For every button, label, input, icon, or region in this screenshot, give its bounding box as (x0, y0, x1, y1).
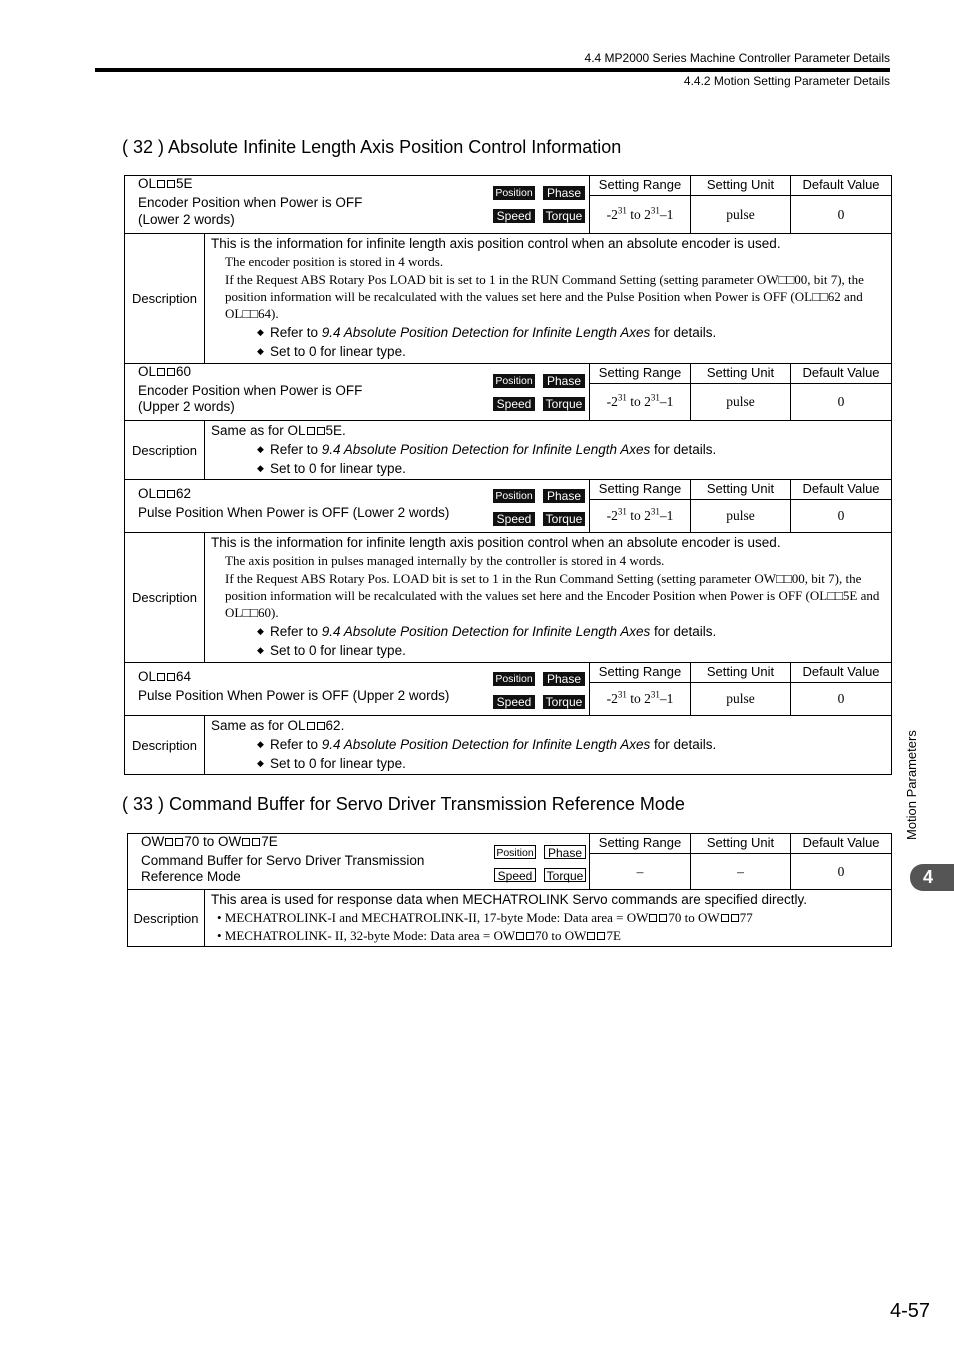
default-value-header: Default Value (791, 834, 892, 854)
description-item: • MECHATROLINK- II, 32-byte Mode: Data area = OW 70 to OW 7E (217, 928, 621, 943)
setting-range-value: $-2^{31}$ to $2^{31}-1$ (590, 500, 691, 533)
setting-range-value: $-2^{31}$ to $2^{31}-1$ (590, 384, 691, 421)
torque-badge: Torque (544, 868, 586, 882)
speed-badge: Speed (493, 397, 535, 411)
description-label: Description (125, 533, 205, 663)
description-text (205, 234, 892, 364)
setting-range-header: Setting Range (590, 364, 691, 384)
description-lead: This is the information for infinite length axis position control when an absolute encoder is used. (211, 236, 781, 251)
description-bullet: ◆ Set to 0 for linear type. (257, 344, 406, 359)
param-row-ol64 (125, 663, 892, 683)
param-name-cell (125, 176, 590, 234)
phase-badge: Phase (543, 672, 585, 686)
setting-range-header: Setting Range (590, 663, 691, 683)
description-bullet: ◆ Refer to 9.4 Absolute Position Detection for Infinite Length Axes for details. (257, 325, 717, 340)
default-value-header: Default Value (791, 364, 892, 384)
description-text (205, 533, 892, 663)
register-number: OL 5E (138, 176, 193, 191)
header-subsection: 4.4.2 Motion Setting Parameter Details (683, 74, 890, 88)
setting-unit-value: pulse (691, 500, 791, 533)
param-row-ol62 (125, 480, 892, 500)
setting-unit-value: – (691, 854, 791, 890)
default-value-header: Default Value (791, 480, 892, 500)
default-value: 0 (791, 196, 892, 234)
phase-badge: Phase (543, 186, 585, 200)
position-badge: Position (494, 845, 536, 859)
header-section: 4.4 MP2000 Series Machine Controller Parameter Details (584, 51, 890, 65)
torque-badge: Torque (543, 209, 585, 223)
description-label: Description (128, 890, 205, 947)
setting-range-value: $-2^{31}$ to $2^{31}-1$ (590, 196, 691, 234)
param-name-cell (125, 480, 590, 533)
description-bullet: ◆ Refer to 9.4 Absolute Position Detection for Infinite Length Axes for details. (257, 442, 717, 457)
register-number: OL 62 (138, 486, 192, 501)
setting-unit-value: pulse (691, 683, 791, 716)
position-badge: Position (493, 489, 535, 503)
torque-badge: Torque (543, 512, 585, 526)
chapter-tab: 4 (910, 864, 954, 891)
description-item: • MECHATROLINK-I and MECHATROLINK-II, 17-byte Mode: Data area = OW 70 to OW 77 (217, 910, 753, 925)
register-number: OW 70 to OW 7E (141, 834, 278, 849)
phase-badge: Phase (543, 489, 585, 503)
description-sentence: If the Request ABS Rotary Pos. LOAD bit is set to 1 in the Run Command Setting (setting parameter OW□□00, bit 7), the position information will be recalculated with the values set here and the Encoder Position when Power is OFF (OL□□5E and OL□□60). (225, 571, 880, 620)
section-33-title: ( 33 ) Command Buffer for Servo Driver Transmission Reference Mode (122, 794, 685, 814)
param-name-cont: (Lower 2 words) (138, 212, 235, 227)
description-label: Description (125, 421, 205, 480)
param-row-ol60 (125, 364, 892, 384)
setting-unit-value: pulse (691, 196, 791, 234)
description-text (205, 890, 892, 947)
position-badge: Position (493, 374, 535, 388)
param-name: Pulse Position When Power is OFF (Lower 2 words) (138, 505, 450, 520)
param-name-cont: Reference Mode (141, 869, 241, 884)
default-value: 0 (791, 854, 892, 890)
description-bullet: ◆ Set to 0 for linear type. (257, 756, 406, 771)
param-name-cell (125, 364, 590, 421)
param-name-cell (125, 663, 590, 716)
setting-range-value: $-2^{31}$ to $2^{31}-1$ (590, 683, 691, 716)
description-bullet: ◆ Set to 0 for linear type. (257, 461, 406, 476)
position-badge: Position (493, 186, 535, 200)
description-sentence: The axis position in pulses managed internally by the controller is stored in 4 words. (225, 553, 665, 568)
parameter-table-32 (124, 175, 892, 775)
speed-badge: Speed (493, 209, 535, 223)
param-name: Pulse Position When Power is OFF (Upper 2 words) (138, 688, 450, 703)
control-mode-badges (493, 672, 588, 712)
speed-badge: Speed (493, 512, 535, 526)
position-badge: Position (493, 672, 535, 686)
param-name: Encoder Position when Power is OFF (138, 195, 363, 210)
setting-unit-header: Setting Unit (691, 364, 791, 384)
description-label: Description (125, 234, 205, 364)
setting-unit-header: Setting Unit (691, 480, 791, 500)
description-bullet: ◆ Set to 0 for linear type. (257, 643, 406, 658)
description-text (205, 421, 892, 480)
default-value-header: Default Value (791, 176, 892, 196)
default-value: 0 (791, 683, 892, 716)
parameter-table-33 (127, 833, 892, 947)
param-name: Encoder Position when Power is OFF (138, 383, 363, 398)
register-number: OL 60 (138, 364, 192, 379)
description-lead: Same as for OL 5E. (211, 423, 346, 438)
control-mode-badges (493, 489, 588, 529)
phase-badge: Phase (543, 374, 585, 388)
description-lead: Same as for OL 62. (211, 718, 345, 733)
control-mode-badges (493, 186, 588, 226)
param-name: Command Buffer for Servo Driver Transmission (141, 853, 425, 868)
default-value: 0 (791, 500, 892, 533)
param-row-ol5e (125, 176, 892, 196)
description-lead: This area is used for response data when MECHATROLINK Servo commands are specified directly. (211, 892, 807, 907)
torque-badge: Torque (543, 695, 585, 709)
description-sentence: The encoder position is stored in 4 words. (225, 254, 444, 269)
setting-unit-value: pulse (691, 384, 791, 421)
speed-badge: Speed (494, 868, 536, 882)
register-number: OL 64 (138, 669, 192, 684)
param-row-ow70 (128, 834, 892, 854)
param-name-cont: (Upper 2 words) (138, 399, 235, 414)
phase-badge: Phase (544, 845, 586, 859)
description-bullet: ◆ Refer to 9.4 Absolute Position Detection for Infinite Length Axes for details. (257, 624, 717, 639)
setting-unit-header: Setting Unit (691, 663, 791, 683)
param-name-cell (128, 834, 590, 890)
control-mode-badges (493, 374, 588, 414)
setting-unit-header: Setting Unit (691, 834, 791, 854)
description-label: Description (125, 716, 205, 775)
control-mode-badges (494, 845, 589, 885)
description-text (205, 716, 892, 775)
speed-badge: Speed (493, 695, 535, 709)
description-bullet: ◆ Refer to 9.4 Absolute Position Detection for Infinite Length Axes for details. (257, 737, 717, 752)
setting-range-header: Setting Range (590, 480, 691, 500)
setting-range-value: – (590, 854, 691, 890)
default-value-header: Default Value (791, 663, 892, 683)
default-value: 0 (791, 384, 892, 421)
setting-range-header: Setting Range (590, 176, 691, 196)
torque-badge: Torque (543, 397, 585, 411)
setting-unit-header: Setting Unit (691, 176, 791, 196)
description-lead: This is the information for infinite length axis position control when an absolute encoder is used. (211, 535, 781, 550)
page-number: 4-57 (889, 1300, 930, 1322)
description-sentence: If the Request ABS Rotary Pos LOAD bit is set to 1 in the RUN Command Setting (setting parameter OW□□00, bit 7), the position information will be recalculated with the values set here and the Pulse Position when Power is OFF (OL□□62 and OL□□64). (225, 272, 864, 321)
section-32-title: ( 32 ) Absolute Infinite Length Axis Position Control Information (122, 137, 622, 157)
header-rule (95, 68, 890, 72)
setting-range-header: Setting Range (590, 834, 691, 854)
